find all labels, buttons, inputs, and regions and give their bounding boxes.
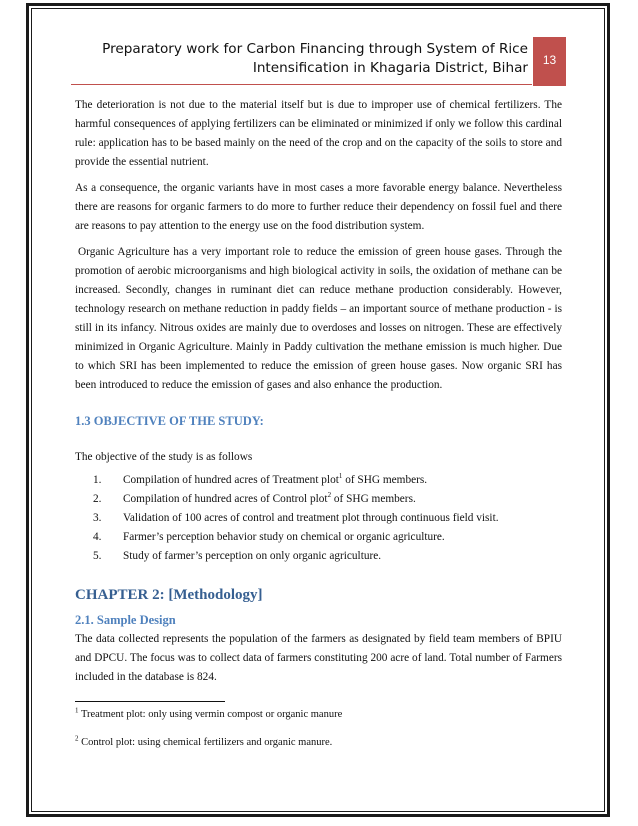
page-body: [75, 96, 562, 694]
body-paragraph-3: Organic Agriculture has a very important role to reduce the emission of green house gases. Through the promotion of aerobic microorganisms and high biological activity in soils, the oxidation of methane can be increased. Secondly, changes in ruminant diet can reduce methane production considerably. However, technology research on methane reduction in paddy fields – an important source of methane production - is still in its infancy. Nitrous oxides are mainly due to overdoses and losses on nitrogen. These are effectively minimized in Organic Agriculture. Mainly in Paddy cultivation the methane emission is much higher. Due to which SRI has been implemented to reduce the emission of green house gases. Now organic SRI has been introduced to reduce the emission of gases and also enhance the production.: [75, 246, 562, 391]
footnote-1: $^1$ Treatment plot: only using vermin compost or organic manure: [75, 706, 343, 720]
page-number-badge: 13: [533, 37, 566, 86]
footnote-divider: [75, 701, 225, 702]
list-item: 2. Compilation of hundred acres of Control plot$^2$ of SHG members.: [93, 491, 416, 505]
list-item: 1. Compilation of hundred acres of Treatment plot$^1$ of SHG members.: [93, 472, 428, 486]
objective-intro: The objective of the study is as follows: [75, 451, 253, 463]
list-item: 4. Farmer’s perception behavior study on chemical or organic agriculture.: [93, 531, 445, 543]
chapter-heading: CHAPTER 2: [Methodology]: [75, 587, 263, 603]
section-heading-objective: 1.3 OBJECTIVE OF THE STUDY:: [75, 414, 264, 428]
header-title-line-2: Intensification in Khagaria District, Bihar: [252, 60, 528, 76]
subsection-heading: 2.1. Sample Design: [75, 613, 176, 627]
footnote-2: $^2$ Control plot: using chemical fertilizers and organic manure.: [75, 734, 333, 748]
running-header: [70, 40, 528, 78]
list-item: 5. Study of farmer’s perception on only organic agriculture.: [93, 550, 382, 562]
footnote-ref[interactable]: 1: [338, 472, 343, 481]
list-item: 3. Validation of 100 acres of control and treatment plot through continuous field visit.: [93, 512, 499, 524]
sample-design-paragraph: The data collected represents the population of the farmers as designated by field team members of BPIU and DPCU. The focus was to collect data of farmers constituting 200 acre of land. Total number of Farmers included in the database is 824.: [75, 633, 562, 683]
objective-list: [75, 471, 562, 566]
header-title-line-1: Preparatory work for Carbon Financing through System of Rice: [102, 41, 528, 57]
body-paragraph-1: The deterioration is not due to the material itself but is due to improper use of chemical fertilizers. The harmful consequences of applying fertilizers can be eliminated or minimized if only we follow this cardinal rule: application has to be based mainly on the need of the crop and on the capacity of the soils to store and provide the essential nutrient.: [75, 99, 562, 168]
footnote-ref[interactable]: 2: [327, 491, 332, 500]
body-paragraph-2: As a consequence, the organic variants have in most cases a more favorable energy balance. Nevertheless there are reasons for organic farmers to do more to further reduce their dependency on fossil fuel and there are reasons to pay attention to the energy use on the food distribution system.: [75, 182, 562, 232]
header-divider: [71, 84, 532, 85]
